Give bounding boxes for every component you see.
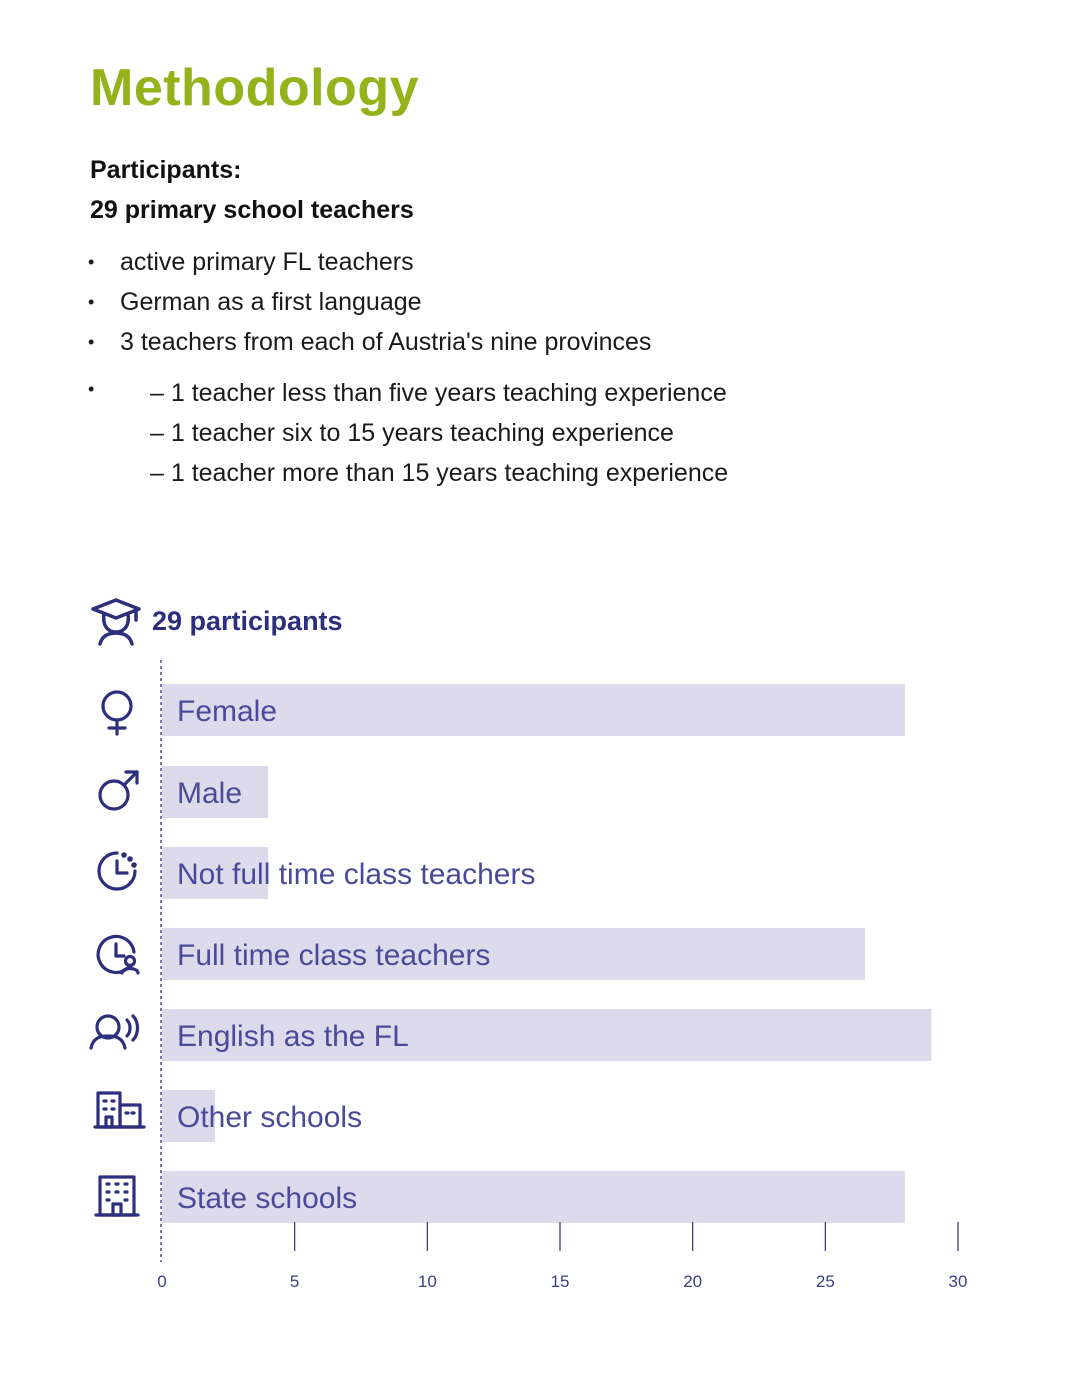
experience-line: – 1 teacher more than 15 years teaching experience — [150, 459, 729, 487]
bar-label: Full time class teachers — [177, 939, 491, 972]
bullet-dot: • — [88, 292, 95, 312]
full-time-clock-person-icon — [98, 936, 138, 973]
x-tick-label: 10 — [417, 1272, 437, 1291]
bullet-text: active primary FL teachers — [120, 248, 414, 276]
x-tick-label: 5 — [289, 1272, 300, 1291]
bar-label: State schools — [177, 1182, 358, 1215]
bar-label: English as the FL — [177, 1020, 409, 1053]
bullet-dot: • — [88, 252, 95, 272]
office-building-icon — [96, 1177, 138, 1215]
male-symbol-icon — [100, 772, 137, 809]
x-tick-label: 25 — [815, 1272, 835, 1291]
x-tick-label: 20 — [683, 1272, 703, 1291]
participants-heading: Participants: — [90, 156, 242, 184]
chart-title: 29 participants — [152, 605, 343, 636]
bullet-dot: • — [88, 332, 95, 352]
bar-label: Male — [177, 777, 243, 810]
bullet-text: 3 teachers from each of Austria's nine provinces — [120, 328, 652, 356]
x-tick-label: 15 — [550, 1272, 570, 1291]
speaking-person-icon — [91, 1016, 138, 1048]
x-tick-label: 0 — [157, 1272, 167, 1291]
buildings-icon — [95, 1093, 144, 1127]
page-title: Methodology — [90, 59, 420, 117]
part-time-clock-icon — [99, 853, 135, 889]
x-tick-label: 30 — [948, 1272, 968, 1291]
bar-label: Female — [177, 695, 278, 728]
bar-label: Other schools — [177, 1101, 363, 1134]
bar-label: Not full time class teachers — [177, 858, 536, 891]
experience-line: – 1 teacher less than five years teaching experience — [150, 379, 727, 407]
female-symbol-icon — [103, 692, 131, 734]
participants-count-heading: 29 primary school teachers — [90, 196, 414, 224]
bullet-text: German as a first language — [120, 288, 422, 316]
bullet-dot: • — [88, 379, 95, 399]
experience-line: – 1 teacher six to 15 years teaching experience — [150, 419, 674, 447]
